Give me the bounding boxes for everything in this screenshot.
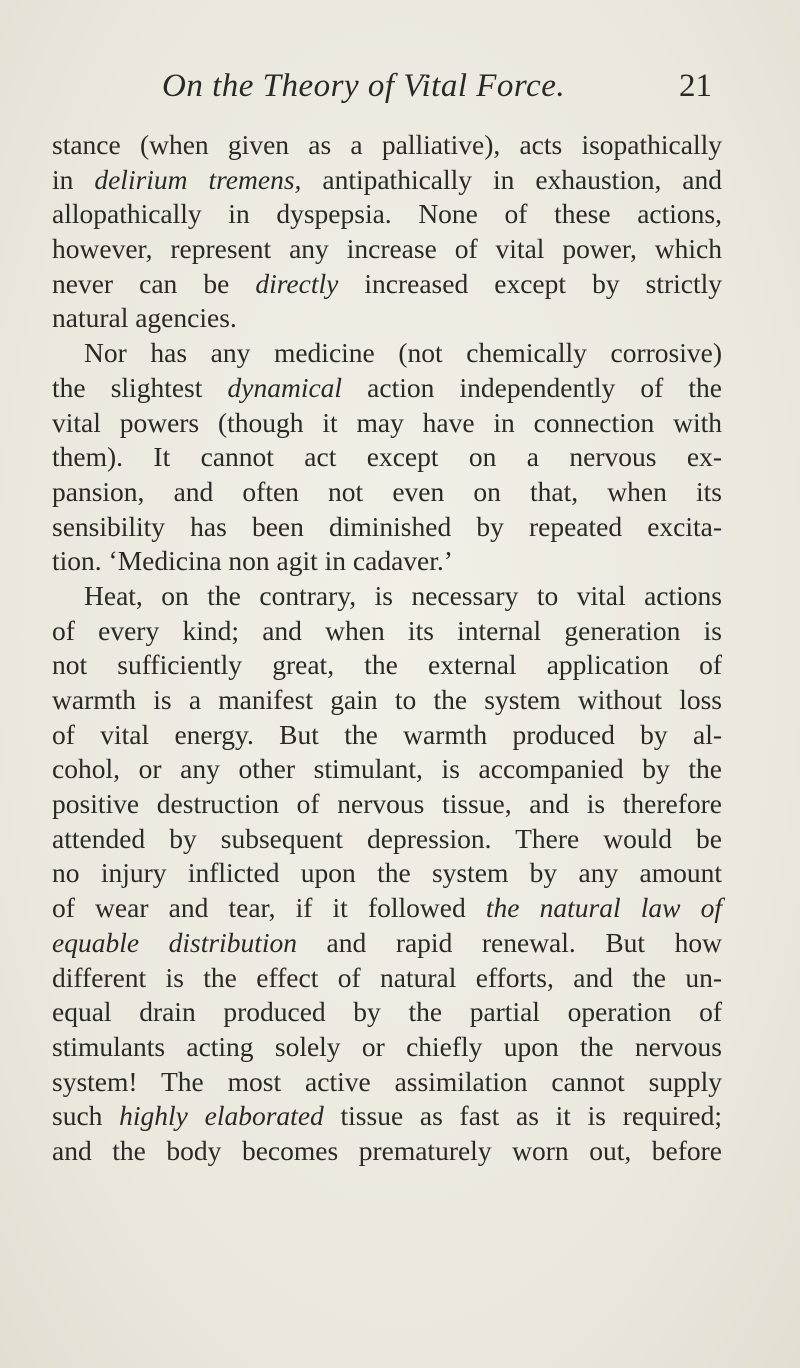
text-line: cohol, or any other stimulant, is accompanied by the (52, 753, 722, 785)
text-line: Nor has any medicine (not chemically corrosive) (84, 337, 722, 369)
italic-phrase: dynamical (227, 371, 343, 403)
text-line: different is the effect of natural efforts, and the un- (52, 961, 722, 993)
text-line: not sufficiently great, the external application of (52, 649, 722, 681)
text-line: vital powers (though it may have in connection with (52, 406, 722, 438)
text-line: never can be directly increased except by strictly (52, 267, 722, 299)
running-title: On the Theory of Vital Force. (162, 68, 566, 104)
text-line: of every kind; and when its internal generation is (52, 614, 722, 646)
page-header (52, 66, 712, 106)
italic-phrase: equable distribution (52, 926, 297, 958)
text-line: however, represent any increase of vital power, which (52, 233, 722, 265)
text-line: stimulants acting solely or chiefly upon the nervous (52, 1030, 722, 1062)
text-line: allopathically in dyspepsia. None of these actions, (52, 198, 722, 230)
text-line: in delirium tremens, antipathically in exhaustion, and (52, 163, 722, 195)
text-line: natural agencies. (52, 302, 237, 334)
text-line: of vital energy. But the warmth produced by al- (52, 718, 722, 750)
text-line: equal drain produced by the partial operation of (52, 996, 722, 1028)
body-text (52, 128, 722, 1169)
text-line: pansion, and often not even on that, when its (52, 475, 722, 507)
text-line: such highly elaborated tissue as fast as it is required; (52, 1100, 722, 1132)
text-line: and the body becomes prematurely worn out, before (52, 1134, 722, 1166)
text-line: system! The most active assimilation cannot supply (52, 1065, 722, 1097)
text-line: no injury inflicted upon the system by any amount (52, 857, 722, 889)
text-line: equable distribution and rapid renewal. But how (52, 926, 722, 958)
text-line: them). It cannot act except on a nervous ex- (52, 441, 722, 473)
italic-phrase: delirium tremens, (94, 163, 302, 195)
text-line: stance (when given as a palliative), acts isopathically (52, 129, 722, 160)
text-line: positive destruction of nervous tissue, and is therefore (52, 788, 722, 820)
text-line: warmth is a manifest gain to the system without loss (52, 684, 722, 715)
text-line: Heat, on the contrary, is necessary to vital actions (84, 579, 722, 611)
page-number: 21 (679, 68, 712, 104)
text-line: attended by subsequent depression. There would be (52, 822, 722, 854)
text-line: the slightest dynamical action independently of the (52, 371, 722, 403)
italic-phrase: highly elaborated (119, 1100, 324, 1132)
text-line: of wear and tear, if it followed the natural law of (52, 892, 723, 924)
italic-phrase: the natural law of (485, 892, 723, 924)
text-line: tion. ‘Medicina non agit in cadaver.’ (52, 545, 453, 577)
italic-phrase: directly (255, 267, 339, 299)
text-line: sensibility has been diminished by repeated excita- (52, 510, 722, 542)
